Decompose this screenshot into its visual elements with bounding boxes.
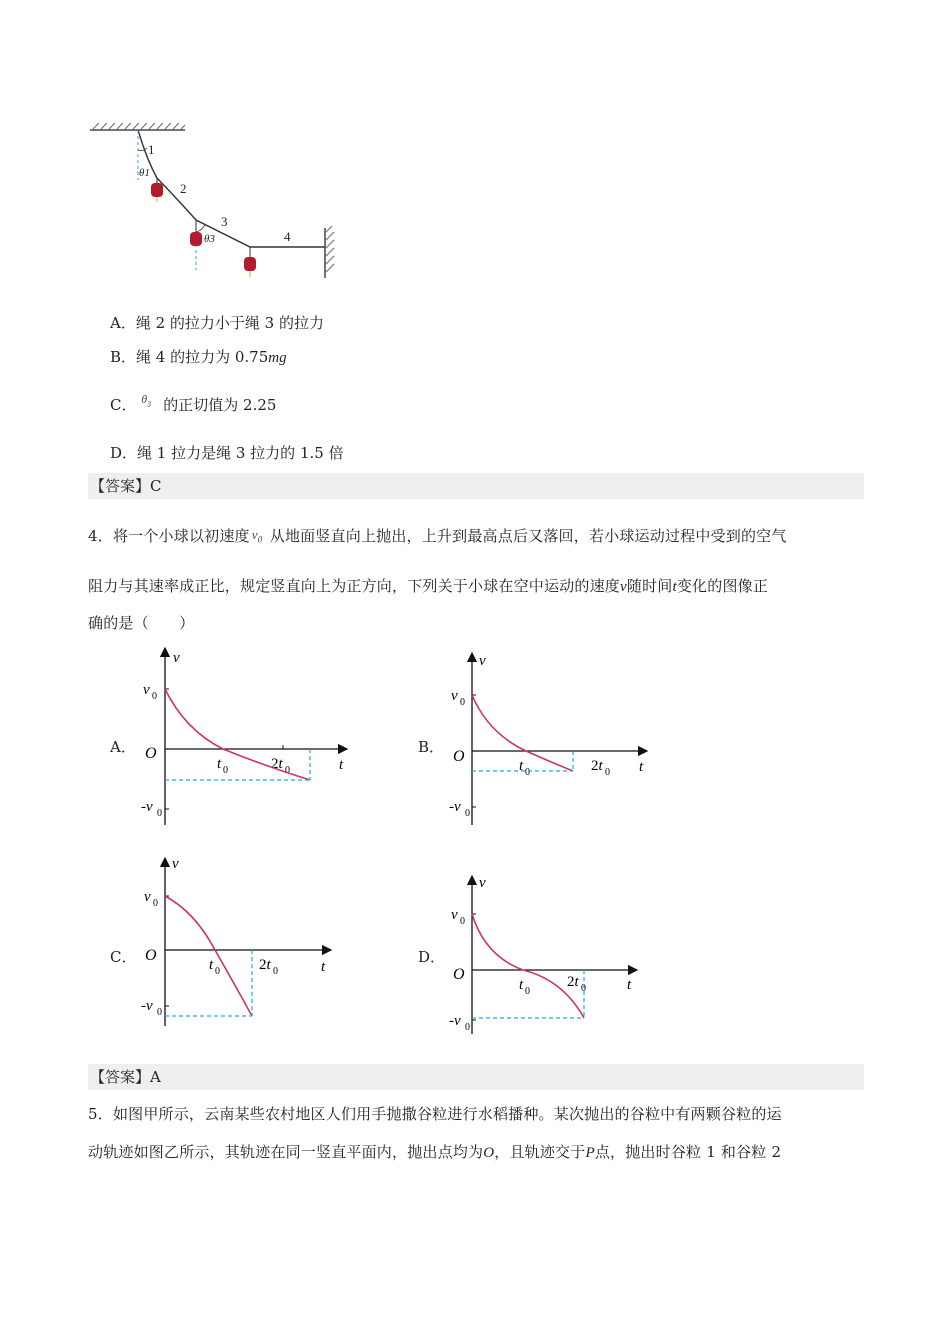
svg-text:v: v xyxy=(172,856,179,872)
q4-answer: 【答案】A xyxy=(88,1064,864,1090)
svg-text:2t: 2t xyxy=(271,756,283,772)
svg-text:-v: -v xyxy=(449,1013,461,1029)
q5-line-2: 动轨迹如图乙所示，其轨迹在同一竖直平面内，抛出点均为O，且轨迹交于P点，抛出时谷粒 1 和谷粒 2 xyxy=(88,1143,782,1161)
svg-text:v: v xyxy=(451,688,458,704)
svg-text:0: 0 xyxy=(223,765,228,776)
q3-option-b-var: mg xyxy=(268,350,287,366)
q3-answer: 【答案】C xyxy=(88,473,864,499)
svg-text:t: t xyxy=(639,759,644,775)
svg-text:0: 0 xyxy=(460,916,465,927)
q4-line-1: 4．将一个小球以初速度 $v_0$ 从地面竖直向上抛出，上升到最高点后又落回，若小球运动过程中受到的空气 xyxy=(88,527,787,545)
svg-text:0: 0 xyxy=(465,1022,470,1033)
svg-text:v: v xyxy=(479,653,486,669)
q3-option-b xyxy=(110,346,287,367)
svg-text:0: 0 xyxy=(273,966,278,977)
q3-option-c: C． $\theta_3$ 的正切值为 2.25 xyxy=(110,392,277,414)
graph-a-label: A． xyxy=(110,738,136,756)
angle-label-theta3: θ3 xyxy=(204,233,215,245)
svg-text:t: t xyxy=(321,959,326,975)
svg-text:-v: -v xyxy=(449,799,461,815)
svg-text:0: 0 xyxy=(152,691,157,702)
svg-text:v: v xyxy=(144,889,151,905)
q5-line-1: 5．如图甲所示，云南某些农村地区人们用手抛撒谷粒进行水稻播种。某次抛出的谷粒中有两颗谷粒的运 xyxy=(88,1105,782,1123)
svg-text:O: O xyxy=(145,745,157,762)
svg-text:O: O xyxy=(145,947,157,964)
svg-text:0: 0 xyxy=(581,983,586,994)
svg-text:0: 0 xyxy=(215,966,220,977)
q3-option-b-text: B．绳 4 的拉力为 0.75 xyxy=(110,348,269,366)
angle-label-theta1: θ1 xyxy=(139,167,150,179)
rope-label-3: 3 xyxy=(221,214,228,229)
svg-text:t: t xyxy=(627,977,632,993)
svg-text:t: t xyxy=(519,977,524,993)
svg-text:0: 0 xyxy=(153,898,158,909)
svg-text:t: t xyxy=(209,957,214,973)
svg-text:v: v xyxy=(173,650,180,666)
q3-option-c-text: 的正切值为 2.25 xyxy=(163,396,277,414)
svg-text:v: v xyxy=(479,875,486,891)
graph-c xyxy=(135,850,335,1030)
svg-text:-v: -v xyxy=(141,998,153,1014)
svg-text:0: 0 xyxy=(605,767,610,778)
svg-text:v: v xyxy=(451,907,458,923)
svg-text:t: t xyxy=(339,757,344,773)
q3-option-a: A．绳 2 的拉力小于绳 3 的拉力 xyxy=(110,314,324,332)
q3-option-d: D．绳 1 拉力是绳 3 拉力的 1.5 倍 xyxy=(110,444,344,462)
rope-label-4: 4 xyxy=(284,229,291,244)
svg-text:t: t xyxy=(519,758,524,774)
svg-text:0: 0 xyxy=(465,808,470,819)
svg-text:O: O xyxy=(453,966,465,983)
svg-text:-v: -v xyxy=(141,799,153,815)
svg-text:0: 0 xyxy=(525,767,530,778)
rope-label-1: 1 xyxy=(148,142,155,157)
graph-b xyxy=(443,645,658,830)
graph-d-label: D． xyxy=(418,948,446,966)
graph-c-label: C． xyxy=(110,948,137,966)
rope-lantern-diagram xyxy=(85,120,355,285)
svg-text:O: O xyxy=(453,748,465,765)
svg-text:2t: 2t xyxy=(591,758,603,774)
svg-text:v: v xyxy=(143,682,150,698)
q3-option-c-label: C． xyxy=(110,396,137,414)
q4-line-2: 阻力与其速率成正比，规定竖直向上为正方向，下列关于小球在空中运动的速度v随时间t变化的图像正 xyxy=(88,577,769,595)
svg-text:0: 0 xyxy=(460,697,465,708)
rope-label-2: 2 xyxy=(180,181,187,196)
svg-text:0: 0 xyxy=(157,808,162,819)
graph-b-label: B． xyxy=(418,738,445,756)
graph-d xyxy=(443,868,643,1038)
svg-text:2t: 2t xyxy=(259,957,271,973)
svg-text:0: 0 xyxy=(285,765,290,776)
svg-text:2t: 2t xyxy=(567,974,579,990)
svg-text:t: t xyxy=(217,756,222,772)
svg-text:0: 0 xyxy=(157,1007,162,1018)
graph-a xyxy=(135,640,360,830)
q4-line-3: 确的是（ ） xyxy=(88,614,195,632)
svg-text:0: 0 xyxy=(525,986,530,997)
